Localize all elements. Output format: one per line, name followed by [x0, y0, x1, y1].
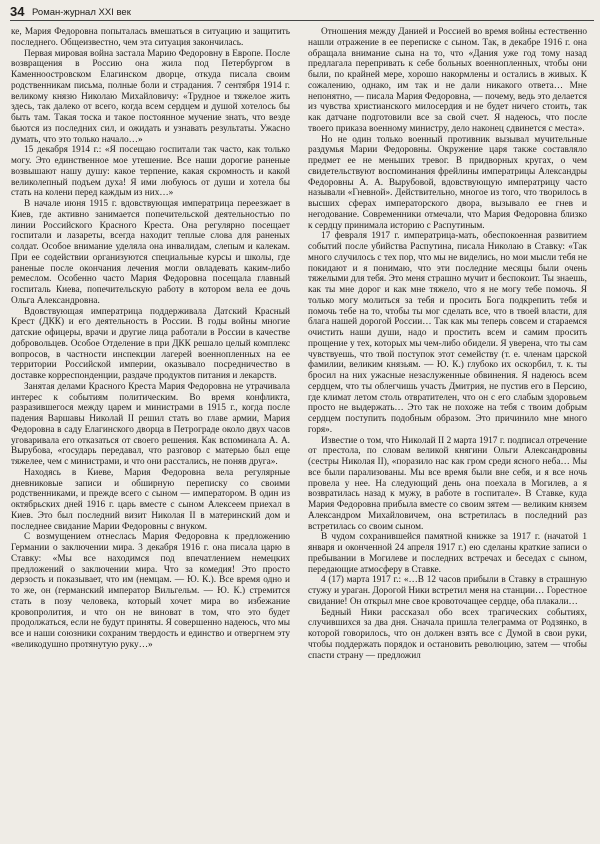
paragraph: Отношения между Данией и Россией во время войны естественно нашли отражение в ее переписке с сыном. Так, в декабре 1916 г. она обращала внимание сына на то, что «Дания уже год тому назад предлагала перепривать к себе больных военнопленных, чтобы они были, по крайней мере, хорошо накормлены и остались в живых. К сожалению, однако, им так и не дали никакого ответа… Мне непонятно, — писала Мария Федоровна, — почему, ведь это делается из чувства христианского милосердия и не будет ничего стоить, так как датчане подготовили все за свой счет. Я надеюсь, что после твоего приказа военному министру, дело наконец сдвинется с места».	[308, 27, 587, 134]
left-column	[11, 27, 290, 651]
paragraph: 17 февраля 1917 г. императрица-мать, обеспокоенная развитием событий после убийства Распутина, писала Николаю в Ставку: «Так много случилось с тех пор, что мы не виделись, но мои мысли тебя не покидают и я понимаю, что эти последние месяцы были очень тяжелыми для тебя. Это меня страшно мучит и беспокоит. Ты знаешь, как ты мне дорог и как мне тяжело, что я не могу тебе помочь. Я только могу молиться за тебя и просить Бога подкрепить тебя и помочь тебе на то, чтобы ты мог сделать все, что в твоей власти, для блага нашей дорогой России… Так как мы теперь совсем и стараемся очистить наши души, надо и простить всем и самим просить прощение у тех, которых мы чем-либо обидели. Я уверена, что ты сам чувствуешь, что твой поступок этот семейству (т. е. членам царской фамилии, великим князьям. — Ю. К.) глубоко их оскорбил, т. к. ты бросил на них ужасные незаслуженные обвинения. Я надеюсь всем сердцем, что ты облегчишь участь Дмитрия, не пустив его в Персию, где климат летом столь отвратителен, что он с его слабым здоровьем просто не выдержать… Это так не похоже на тебя с твоим добрым сердцем поступить подобным образом. Это причинило мне много горя».	[308, 231, 587, 435]
paragraph: В чудом сохранившейся памятной книжке за 1917 г. (начатой 1 января и оконченной 24 апреля 1917 г.) ею сделаны краткие записи о пребывании в Могилеве и последних встречах и беседах с сыном, передающие атмосферу в Ставке.	[308, 532, 587, 575]
paragraph: 4 (17) марта 1917 г.: «…В 12 часов прибыли в Ставку в страшную стужу и ураган. Дорогой Ники встретил меня на станции… Горестное свидание! Он открыл мне свое кровоточащее сердце, оба плакали…	[308, 575, 587, 607]
paragraph: Но не один только военный противник вызывал мучительные раздумья Марии Федоровны. Окружение царя также составляло предмет ее не меньших тревог. В придворных кругах, о чем свидетельствуют воспоминания фрейлины императрицы Александры Федоровны А. А. Вырубовой, вдовствующую императрицу часто называли «Гневной». Действительно, многое из того, что творилось в высших сферах императорского двора, вызывало ее гнев и негодование. Современники отмечали, что Мария Федоровна близко к сердцу принимала историю с Распутиным.	[308, 134, 587, 231]
paragraph: Первая мировая война застала Марию Федоровну в Европе. После возвращения в Россию она жила под Петербургом в Каменноостровском Елагинском дворце, откуда писала своим родственникам письма, полные боли и страдания. 7 сентября 1914 г. великому князю Николаю Михайловичу: «Трудное и тяжелое жить здесь, так далеко от всего, когда всем сердцем и душой хотелось бы быть там. Такая тоска и такое постоянное мучение знать, что везде бьются из последних сил, и ожидать и узнавать результаты. Ужасно думать, что это только начало…»	[11, 48, 290, 145]
page-number: 34	[10, 4, 25, 19]
paragraph: ке, Мария Федоровна попыталась вмешаться в ситуацию и защитить последнего. Общеизвестно, чем эта ситуация закончилась.	[11, 27, 290, 48]
paragraph: Известие о том, что Николай II 2 марта 1917 г. подписал отречение от престола, по словам великой княгини Ольги Александровны (сестры Николая II), «поразило нас как гром среди ясного неба… Мы все были парализованы. Мы все время были вне себя, и я все ночь провела у нее. На следующий день она поехала в Могилев, а я возвратилась назад к мужу, в работе в госпитале». В Ставке, куда Мария Федоровна прибыла вместе со своим зятем — великим князем Александром Михайловичем, она встретилась в последний раз встретилась со своим сыном.	[308, 435, 587, 532]
paragraph: С возмущением отнеслась Мария Федоровна к предложению Германии о заключении мира. 3 декабря 1916 г. она писала царю в Ставку: «Мы все находимся под впечатлением немецких предложений о заключении мира. Что за комедия! Это просто дерзость и показывает, что им (немцам. — Ю. К.). Все время одно и то же, он (германский император Вильгельм. — Ю. К.) стремится стать в позу человека, который хочет мира во избежание кровопролития, и что он не виноват в том, что это будет продолжаться, если не будут приняты. Я совершенно надеюсь, что мы все и наши союзники сохраним твердость и единство и отвергнем эту «великодушно протянутую руку…»	[11, 532, 290, 650]
right-column	[308, 27, 587, 661]
paragraph: Вдовствующая императрица поддерживала Датский Красный Крест (ДКК) и его деятельность в России. В годы войны многие датские офицеры, врачи и другие лица работали в России в качестве добровольцев. Особое Отделение в при ДКК решало целый комплекс вопросов, в частности инспекции лагерей военнопленных на ее территории Российской империи, оказывало посредничество в доставке корреспонденции, раздаче продуктов питания и лекарств.	[11, 306, 290, 381]
paragraph: Бедный Ники рассказал обо всех трагических событиях, случившихся за два дня. Сначала пришла телеграмма от Родзянко, в которой говорилось, что он должен взять все с Думой в свои руки, чтобы поддержать порядок и остановить революцию, затем — чтобы спасти страну — предложил	[308, 607, 587, 661]
page-header	[10, 4, 594, 20]
journal-title: Роман-журнал XXI век	[32, 7, 131, 18]
paragraph: В начале июня 1915 г. вдовствующая императрица переезжает в Киев, где активно занимается попечительской деятельностью по линии Российского Красного Креста. Она регулярно посещает госпитали и лазареты, всегда находит теплые слова для раненых солдат. Особое внимание уделяла она инвалидам, слепым и калекам. При ее содействии организуются специальные курсы и школы, где раненые после окончания лечения могли овладевать каким-либо ремеслом. Особенно часто Мария Федоровна посещала главный госпиталь Киева, попечительскую работу в котором вела ее дочь Ольга Александровна.	[11, 199, 290, 306]
paragraph: 15 декабря 1914 г.: «Я посещаю госпитали так часто, как только могу. Это единственное мое утешение. Все наши дорогие раненые возвышают нашу душу: какое терпение, какая скромность и какой великолепный подъем духа! Я ими любуюсь от души и хотела бы стать на колени перед каждым из них…»	[11, 145, 290, 199]
paragraph: Занятая делами Красного Креста Мария Федоровна не утрачивала интерес к событиям политическим. Во время конфликта, разразившегося между царем и министрами в 1915 г., когда после падения Варшавы Николай II решил стать во главе армии, Мария Федоровна в саду Елагинского дворца в Петрограде около двух часов уговаривала его отказаться от своего решения. Как вспоминала А. А. Вырубова, «государь передавал, что разговор с матерью был еще тяжелее, чем с министрами, и что они расстались, не поняв друга».	[11, 381, 290, 467]
paragraph: Находясь в Киеве, Мария Федоровна вела регулярные дневниковые записи и обширную переписку со своими родственниками, и прежде всего с сыном — императором. В один из октябрьских дней 1916 г. царь вместе с сыном Алексеем приехал в Киев. Это был последний визит Николая II в материнский дом и последнее свидание Марии Федоровны с внуком.	[11, 467, 290, 532]
header-rule	[10, 20, 594, 21]
